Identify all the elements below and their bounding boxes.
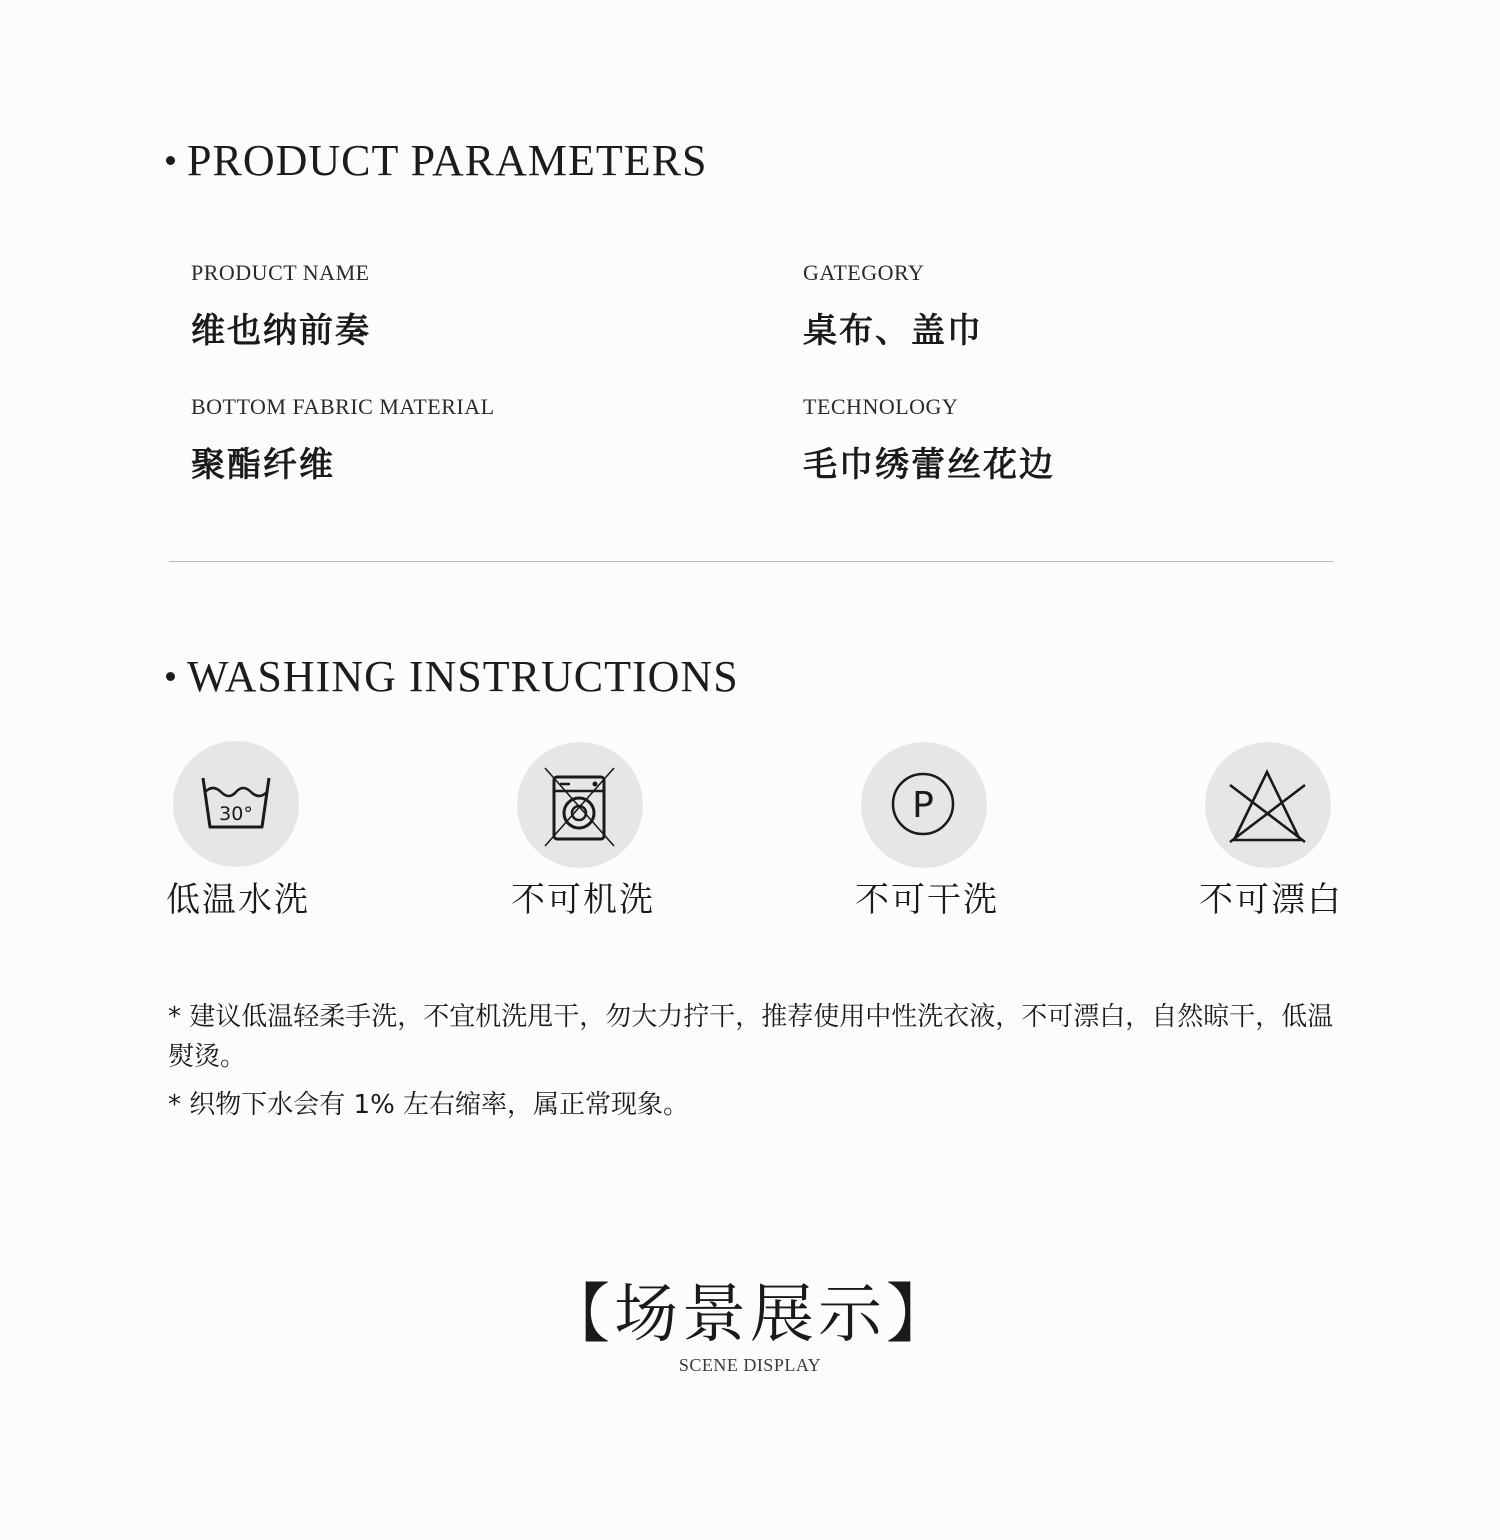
scene-title: 【场景展示】 bbox=[546, 1278, 954, 1352]
section-divider bbox=[169, 561, 1334, 562]
washing-note-2: * 织物下水会有 1% 左右缩率，属正常现象。 bbox=[168, 1090, 690, 1120]
no-bleach-icon bbox=[1205, 742, 1331, 868]
wash-label-no-bleach: 不可漂白 bbox=[1199, 880, 1343, 920]
wash-30-icon bbox=[173, 741, 299, 867]
washing-note-1: * 建议低温轻柔手洗，不宜机洗甩干，勿大力拧干，推荐使用中性洗衣液，不可漂白，自然晾干，低温熨烫。 bbox=[168, 1002, 1334, 1072]
product-name-label: PRODUCT NAME bbox=[191, 260, 370, 285]
bullet-dot bbox=[166, 156, 175, 165]
no-machine-wash-icon-graphic bbox=[517, 742, 643, 868]
wash-temp-text: 30° bbox=[219, 803, 253, 825]
material-value: 聚酯纤维 bbox=[191, 445, 335, 485]
technology-label: TECHNOLOGY bbox=[803, 394, 959, 419]
dry-clean-letter: P bbox=[912, 785, 934, 826]
product-name-value: 维也纳前奏 bbox=[191, 311, 371, 351]
parameters-title bbox=[166, 136, 708, 185]
category-value: 桌布、盖巾 bbox=[803, 311, 983, 351]
category-label: GATEGORY bbox=[803, 260, 925, 285]
parameters-title-text: PRODUCT PARAMETERS bbox=[187, 136, 708, 185]
washing-title bbox=[166, 652, 739, 701]
technology-value: 毛巾绣蕾丝花边 bbox=[803, 445, 1055, 485]
washing-title-text: WASHING INSTRUCTIONS bbox=[187, 652, 739, 701]
dry-clean-p-icon bbox=[861, 742, 987, 868]
wash-label-no-machine: 不可机洗 bbox=[511, 880, 655, 920]
no-machine-wash-icon bbox=[517, 742, 643, 868]
wash-label-no-dry-clean: 不可干洗 bbox=[855, 880, 999, 920]
material-label: BOTTOM FABRIC MATERIAL bbox=[191, 394, 495, 419]
wash-30-icon-graphic bbox=[173, 741, 299, 867]
no-bleach-icon-graphic bbox=[1205, 742, 1331, 868]
dry-clean-p-icon-graphic bbox=[861, 742, 987, 868]
bullet-dot bbox=[166, 672, 175, 681]
wash-label-low-temp: 低温水洗 bbox=[166, 880, 310, 920]
scene-subtitle: SCENE DISPLAY bbox=[678, 1355, 822, 1375]
